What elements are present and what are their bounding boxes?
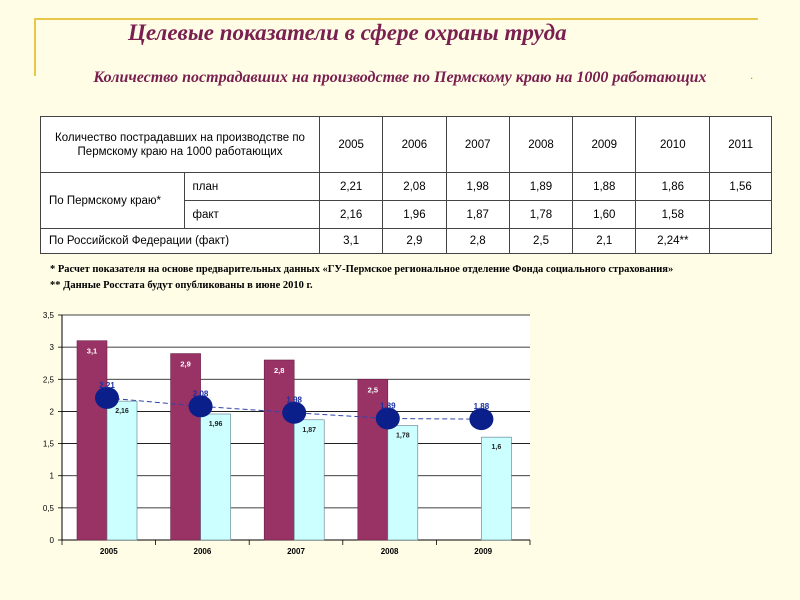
plan-cell: 1,98 <box>446 173 509 201</box>
fact-cell: 2,16 <box>320 201 383 229</box>
bar-fact-label: 1,78 <box>395 432 410 440</box>
bar-chart <box>0 300 800 600</box>
x-tick-label: 2007 <box>287 547 305 556</box>
year-cell: 2009 <box>573 117 636 173</box>
footnote-1: * Расчет показателя на основе предварительных данных «ГУ-Пермское региональное отделение Фонда социального страхования» <box>50 264 674 275</box>
perm-label: По Пермскому краю* <box>41 173 185 229</box>
year-cell: 2006 <box>383 117 446 173</box>
page-subtitle: Количество пострадавших на производстве по Пермскому краю на 1000 работающих <box>93 69 707 86</box>
plan-cell: 1,86 <box>636 173 710 201</box>
table-row-rf <box>41 229 772 254</box>
plan-label: 2,08 <box>192 389 209 399</box>
fact-cell: 1,60 <box>573 201 636 229</box>
year-cell: 2008 <box>509 117 572 173</box>
bar-fact <box>481 437 511 540</box>
rf-cell: 2,24** <box>636 229 710 254</box>
bar-fact <box>294 420 324 540</box>
plan-label: 2,21 <box>99 380 115 390</box>
page-title: Целевые показатели в сфере охраны труда <box>128 20 567 45</box>
y-tick-label: 2 <box>49 407 54 417</box>
bar-rf-label: 2,9 <box>180 359 191 369</box>
rf-cell: 3,1 <box>320 229 383 254</box>
fact-cell: 1,96 <box>383 201 446 229</box>
y-tick-label: 1,5 <box>42 439 54 449</box>
fact-cell: 1,87 <box>446 201 509 229</box>
table-row-plan <box>41 173 772 201</box>
year-cell: 2005 <box>320 117 383 173</box>
data-table <box>40 116 772 254</box>
plan-marker <box>469 408 493 430</box>
rf-cell: 2,8 <box>446 229 509 254</box>
plan-cell: 1,89 <box>509 173 572 201</box>
fact-cell <box>710 201 772 229</box>
decorative-dot: . <box>750 68 754 82</box>
bar-rf <box>77 341 107 540</box>
footnote-2: ** Данные Росстата будут опубликованы в июне 2010 г. <box>50 280 313 291</box>
plan-marker <box>282 402 306 424</box>
plan-cell: 1,88 <box>573 173 636 201</box>
rf-cell: 2,5 <box>509 229 572 254</box>
bar-fact-label: 1,87 <box>302 426 317 434</box>
plan-cell: 1,56 <box>710 173 772 201</box>
x-tick-label: 2006 <box>193 547 212 556</box>
plan-label: 1,89 <box>380 401 396 411</box>
rf-cell: 2,1 <box>573 229 636 254</box>
y-tick-label: 3,5 <box>42 311 54 320</box>
bar-rf-label: 3,1 <box>86 346 98 356</box>
bar-rf <box>264 360 294 540</box>
y-tick-label: 1 <box>49 471 54 481</box>
rf-cell <box>710 229 772 254</box>
bar-fact <box>388 426 418 540</box>
plan-cell: 2,21 <box>320 173 383 201</box>
x-tick-label: 2005 <box>99 547 118 556</box>
x-tick-label: 2008 <box>380 547 399 556</box>
bar-rf-label: 2,5 <box>367 385 379 395</box>
bar-fact-label: 1,6 <box>491 444 502 452</box>
plan-marker <box>189 395 213 417</box>
bar-fact <box>107 401 137 540</box>
y-tick-label: 2,5 <box>42 375 54 385</box>
rf-cell: 2,9 <box>383 229 446 254</box>
table-header-label: Количество пострадавших на производстве по Пермскому краю на 1000 работающих <box>41 117 320 173</box>
bar-fact-label: 2,16 <box>115 408 129 416</box>
table-header-row <box>41 117 772 173</box>
year-cell: 2011 <box>710 117 772 173</box>
year-cell: 2007 <box>446 117 509 173</box>
bar-rf-label: 2,8 <box>273 366 285 375</box>
y-tick-label: 0 <box>49 536 54 545</box>
y-tick-label: 3 <box>49 343 54 353</box>
frame-left-line <box>34 18 36 76</box>
plan-label: 1,88 <box>473 402 490 412</box>
bar-fact-label: 1,96 <box>208 421 223 428</box>
plan-cell: 2,08 <box>383 173 446 201</box>
fact-label: факт <box>184 201 320 229</box>
y-tick-label: 0,5 <box>42 503 54 513</box>
year-cell: 2010 <box>636 117 710 173</box>
plan-label: план <box>184 173 320 201</box>
bar-fact <box>201 414 231 540</box>
bar-rf <box>171 354 201 540</box>
fact-cell: 1,58 <box>636 201 710 229</box>
plan-label: 1,98 <box>286 395 302 405</box>
x-tick-label: 2009 <box>474 547 493 556</box>
plan-marker <box>376 408 400 430</box>
rf-label: По Российской Федерации (факт) <box>41 229 320 254</box>
fact-cell: 1,78 <box>509 201 572 229</box>
plan-marker <box>95 387 119 409</box>
footnotes <box>50 262 760 294</box>
